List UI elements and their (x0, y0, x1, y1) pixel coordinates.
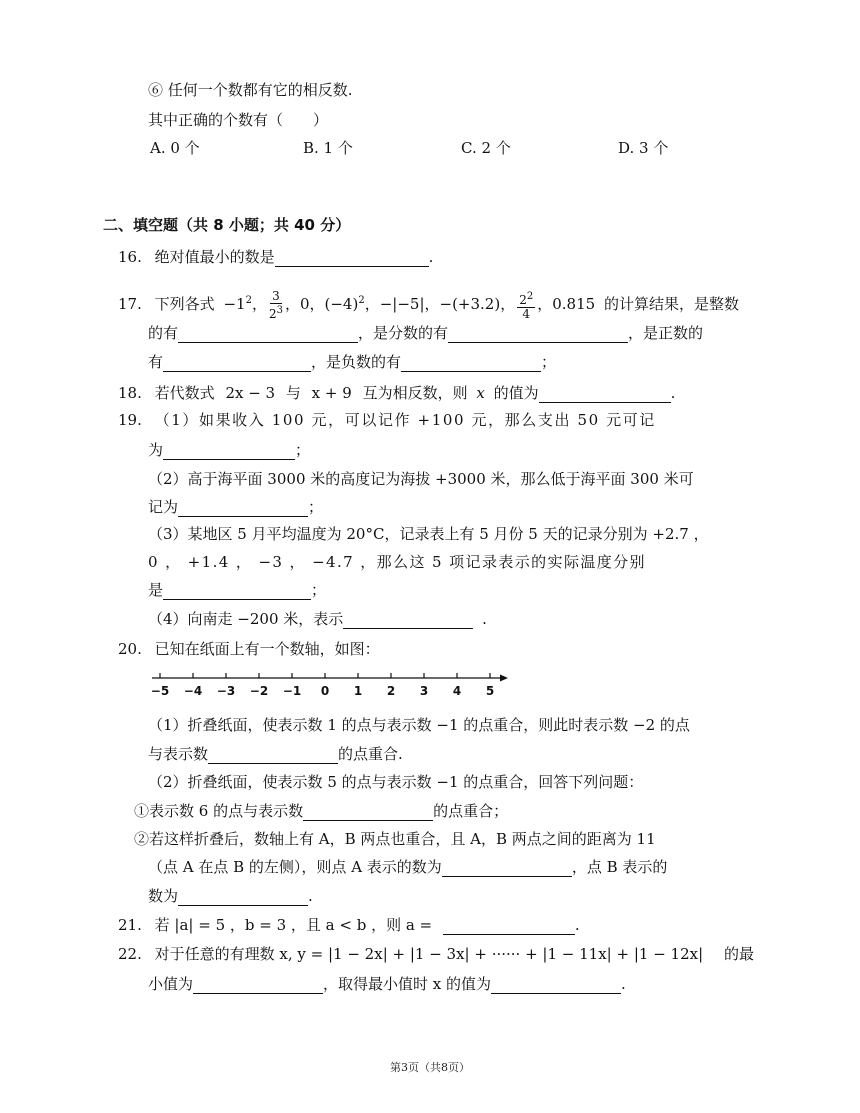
axis-label: −4 (183, 684, 203, 698)
q20-p2-ii-end: . (308, 887, 313, 905)
question-number: 21. (118, 916, 142, 934)
q19-p2-line2 (148, 497, 323, 517)
q17-blank-negative[interactable] (401, 355, 541, 372)
q20-p2-i-suffix: 的点重合； (433, 802, 509, 820)
q20-p2-ii-prefix: （点 A 在点 B 的左侧），则点 A 表示的数为 (148, 858, 442, 876)
question-number: 22. (118, 945, 142, 963)
q17-line2 (148, 323, 703, 343)
q22-line1-tail: 的最 (724, 945, 755, 963)
q19-p3-end: ； (311, 581, 327, 599)
q18 (118, 383, 675, 403)
q20-blank-3[interactable] (442, 860, 572, 877)
q22-line2 (148, 974, 626, 994)
q19-p3-line2: 0 ， +1.4 ， −3 ， −4.7 ，那么这 5 项记录表示的实际温度分别 (148, 553, 646, 571)
q20-p2-ii-mid: ，点 B 表示的 (571, 858, 668, 876)
q19-p1-line1: （1）如果收入 100 元，可以记作 +100 元，那么支出 50 元可记 (154, 411, 656, 429)
q19-p2-line1: （2）高于海平面 3000 米的高度记为海拔 +3000 米，那么低于海平面 300 米可 (148, 470, 694, 488)
q17-line2c: ，是正数的 (628, 324, 704, 342)
q21-text: 若 |a| = 5 ，b = 3 ，且 a < b ，则 a = (154, 916, 433, 934)
q18-expr2: x + 9 (311, 384, 352, 402)
q17-line3 (148, 352, 556, 372)
q18-var: x (476, 384, 485, 402)
section-title: 二、填空题（共 8 小题；共 40 分） (103, 216, 351, 234)
q18-expr1: 2x − 3 (225, 384, 276, 402)
q20-p2-i-prefix: ①表示数 6 的点与表示数 (134, 802, 304, 820)
axis-label: −2 (249, 684, 269, 698)
q15-option-d: D. 3 个 (618, 139, 669, 157)
q20-p2-ii-line3 (148, 886, 313, 906)
axis-label: 3 (419, 684, 429, 698)
q19-p3-line3 (148, 580, 326, 600)
question-number: 16. (118, 248, 142, 266)
axis-label: −3 (216, 684, 236, 698)
q20-p1-line1: （1）折叠纸面，使表示数 1 的点与表示数 −1 的点重合，则此时表示数 −2 的点 (148, 716, 690, 734)
q19-p4-end: . (482, 610, 487, 628)
q18-end: . (670, 384, 676, 402)
q18-text-a: 若代数式 (154, 384, 215, 402)
q15-option-c: C. 2 个 (461, 139, 511, 157)
q22-line2-end: . (621, 975, 626, 993)
q15-item6: ⑥ 任何一个数都有它的相反数. (148, 81, 353, 99)
q17-blank-fraction[interactable] (448, 326, 628, 343)
q17-blank-integer[interactable] (178, 326, 358, 343)
q19-p4-line1 (148, 609, 487, 629)
q17-line2b: ，是分数的有 (358, 324, 449, 342)
axis-label: 4 (452, 684, 462, 698)
q19-blank-4[interactable] (343, 612, 473, 629)
page-footer: 第3页（共8页） (390, 1061, 470, 1074)
q18-text-d: 的值为 (493, 384, 539, 402)
number-line-figure (150, 668, 510, 702)
q20-p1-line2 (148, 744, 403, 764)
q22-blank-1[interactable] (193, 977, 323, 994)
q19-p1-end: ； (295, 441, 311, 459)
q19-p2-end: ； (308, 498, 324, 516)
axis-label: 5 (485, 684, 495, 698)
q19-blank-3[interactable] (163, 583, 311, 600)
q17-line2a: 的有 (148, 324, 179, 342)
q17-line3b: ，是负数的有 (311, 353, 402, 371)
q15-option-b: B. 1 个 (303, 139, 353, 157)
question-number: 17. (118, 295, 142, 313)
q20-blank-4[interactable] (178, 889, 308, 906)
question-number: 19. (118, 411, 142, 429)
q20-p2-line1: （2）折叠纸面，使表示数 5 的点与表示数 −1 的点重合，回答下列问题： (148, 773, 644, 791)
q20-blank-1[interactable] (208, 747, 338, 764)
q22-line1 (118, 944, 703, 964)
q19-line1 (118, 410, 656, 430)
q19-p3-prefix: 是 (148, 581, 164, 599)
q21-end: . (574, 916, 580, 934)
q19-p2-prefix: 记为 (148, 498, 179, 516)
q19-p1-prefix: 为 (148, 441, 164, 459)
q16-blank[interactable] (275, 250, 429, 267)
q22-expr: 对于任意的有理数 x, y = |1 − 2x| + |1 − 3x| + ······ + |1 − 11x| + |1 − 12x| (154, 945, 704, 963)
q20-p2-ii-line1: ②若这样折叠后，数轴上有 A，B 两点也重合，且 A，B 两点之间的距离为 11 (134, 830, 656, 848)
q19-p3-line1: （3）某地区 5 月平均温度为 20°C，记录表上有 5 月份 5 天的记录分别为 +2.7 ， (148, 525, 709, 543)
q20-p2-ii-line2 (148, 857, 667, 877)
q18-text-b: 与 (285, 384, 301, 402)
q19-p4-text: （4）向南走 −200 米，表示 (148, 610, 344, 628)
axis-label: 2 (386, 684, 396, 698)
q15-option-a: A. 0 个 (150, 139, 200, 157)
q22-line2-mid: ，取得最小值时 x 的值为 (323, 975, 492, 993)
question-number: 18. (118, 384, 142, 402)
q20-intro-line (118, 639, 380, 659)
q21-blank[interactable] (443, 918, 575, 935)
q20-p2-i (134, 801, 508, 821)
q17-line3a: 有 (148, 353, 164, 371)
q17-expr-1: $-1^2$ (223, 295, 252, 313)
q17-blank-positive[interactable] (163, 355, 311, 372)
axis-label: −5 (150, 684, 170, 698)
q22-blank-2[interactable] (491, 977, 621, 994)
q17-tail: 的计算结果，是整数 (603, 295, 739, 313)
q19-blank-1[interactable] (163, 443, 295, 460)
q20-p1-suffix: 的点重合. (338, 745, 403, 763)
q20-p2-ii-line3-prefix: 数为 (148, 887, 179, 905)
q17-line3c: ； (541, 353, 557, 371)
q16-text: 绝对值最小的数是 (154, 248, 275, 266)
q17-line1: 17. 下列各式 $-1^2$， $\frac{3}{2^3}$ ，0，$(-4)^2$，−|−5|，−(+3.2)， $\frac{2^2}{4}$ ，0.815 的计算结果，是整数 (118, 288, 739, 321)
q20-p1-prefix: 与表示数 (148, 745, 209, 763)
q21 (118, 915, 580, 935)
axis-label: −1 (282, 684, 302, 698)
axis-label: 0 (320, 684, 330, 698)
question-number: 20. (118, 640, 142, 658)
q20-intro: 已知在纸面上有一个数轴，如图： (154, 640, 380, 658)
q15-stem: 其中正确的个数有（ ） (148, 111, 329, 129)
q22-line2-prefix: 小值为 (148, 975, 194, 993)
q20-blank-2[interactable] (303, 804, 433, 821)
axis-label: 1 (353, 684, 363, 698)
q16 (118, 247, 433, 267)
q17-expr-2: $\frac{3}{2^3}$ (268, 288, 283, 321)
q17-expr-7: $\frac{2^2}{4}$ (519, 290, 534, 321)
q19-blank-2[interactable] (178, 500, 308, 517)
q18-text-c: 互为相反数，则 (362, 384, 468, 402)
q17-lead: 下列各式 (154, 295, 215, 313)
q18-blank[interactable] (539, 386, 671, 403)
q19-p1-line2 (148, 440, 310, 460)
q16-end: . (428, 248, 434, 266)
